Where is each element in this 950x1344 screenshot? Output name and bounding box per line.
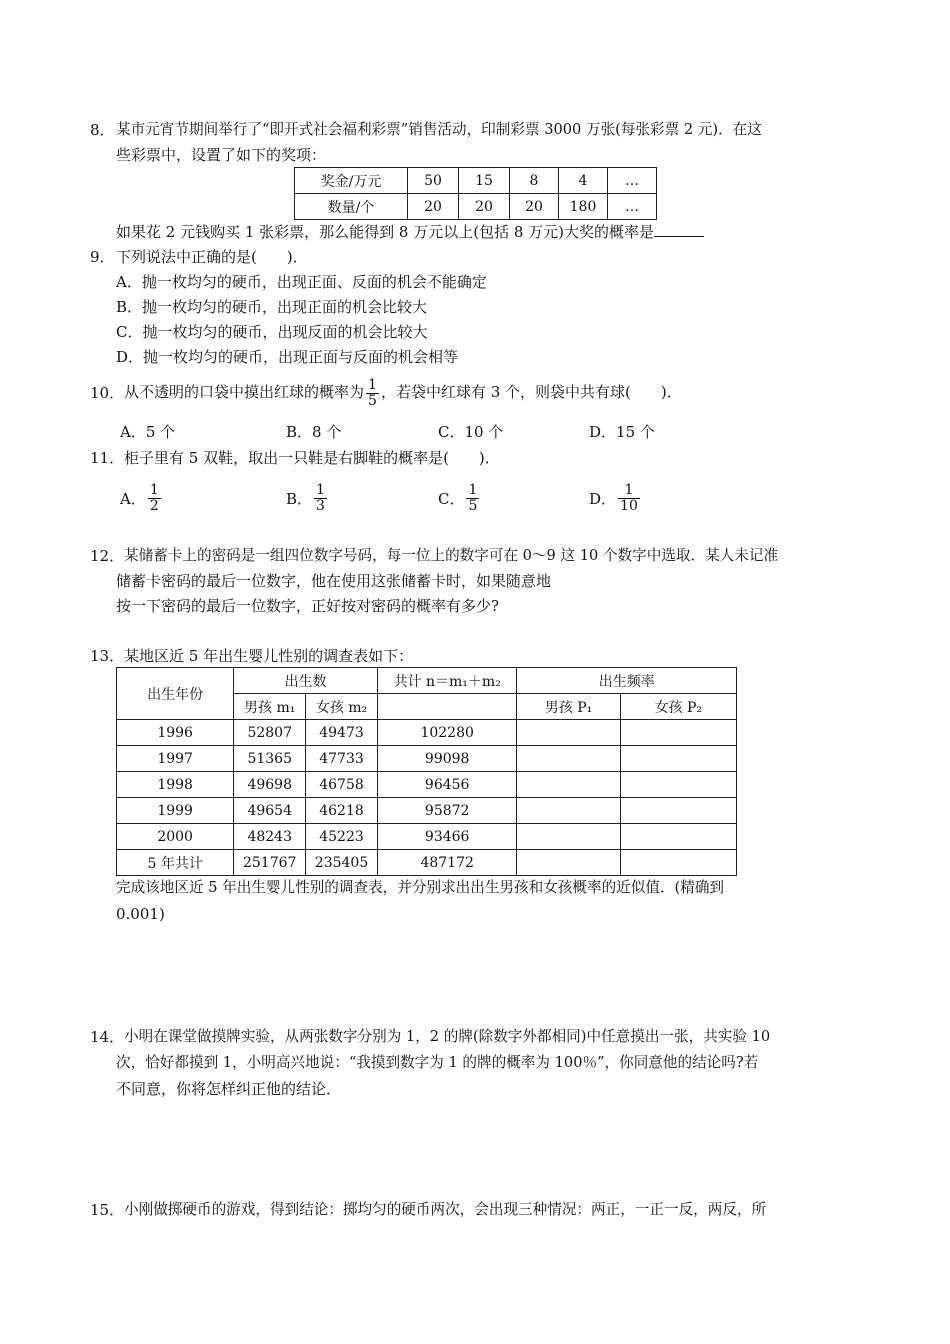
table-cell: 48243 (234, 824, 306, 850)
fraction-numerator: 1 (468, 482, 478, 498)
fraction-denominator: 5 (468, 498, 478, 514)
q13-number: 13． (90, 647, 125, 665)
table-row (117, 720, 737, 746)
q10-option-b: B．8 个 (286, 423, 342, 441)
q8-line3 (116, 222, 704, 242)
table-cell: 95872 (377, 798, 517, 824)
q9-option-c: C．抛一枚均匀的硬币，出现反面的机会比较大 (116, 323, 428, 341)
table-cell: 8 (510, 168, 559, 194)
table-cell: 2000 (117, 824, 234, 850)
answer-cell (517, 850, 620, 876)
table-cell: 5 年共计 (117, 850, 234, 876)
q13-after1: 完成该地区近 5 年出生婴儿性别的调查表，并分别求出出生男孩和女孩概率的近似值．(精确到 (116, 879, 725, 896)
table-cell: 99098 (377, 746, 517, 772)
answer-blank (654, 222, 704, 237)
header-girls: 女孩 m₂ (306, 694, 378, 720)
header-frequency: 出生频率 (517, 668, 737, 694)
table-cell: 15 (459, 168, 510, 194)
table-cell: 235405 (306, 850, 378, 876)
q9-number: 9． (90, 248, 115, 266)
header-births: 出生数 (234, 668, 378, 694)
header-total-empty (377, 694, 517, 720)
q12-line2: 储蓄卡密码的最后一位数字，他在使用这张储蓄卡时，如果随意地 (116, 572, 552, 590)
answer-cell (620, 850, 736, 876)
fraction-numerator: 1 (149, 482, 159, 498)
q8-row1-label: 奖金/万元 (295, 168, 408, 194)
q14-number: 14． (90, 1028, 125, 1046)
q8-line3-text: 如果花 2 元钱购买 1 张彩票，那么能得到 8 万元以上(包括 8 万元)大奖的概率是 (116, 223, 655, 241)
table-cell: 180 (559, 194, 608, 220)
q10-fraction (366, 378, 379, 409)
fraction-numerator: 1 (624, 482, 634, 498)
q8-row2-label: 数量/个 (295, 194, 408, 220)
q11-stem: 柜子里有 5 双鞋，取出一只鞋是右脚鞋的概率是( )． (124, 449, 500, 467)
q13-birth-table (116, 667, 737, 876)
q8-line1: 某市元宵节期间举行了“即开式社会福利彩票”销售活动，印制彩票 3000 万张(每张彩票 2 元)．在这 (116, 121, 762, 138)
option-fraction (148, 483, 161, 514)
table-row (117, 798, 737, 824)
fraction-numerator: 1 (368, 376, 377, 393)
answer-cell (517, 772, 620, 798)
q9-stem: 下列说法中正确的是( )． (116, 248, 308, 266)
fraction-denominator: 2 (149, 498, 159, 514)
q10-stem-b: ，若袋中红球有 3 个，则袋中共有球( )． (380, 383, 682, 401)
fraction-denominator: 10 (620, 498, 638, 514)
fraction-denominator: 3 (316, 498, 325, 514)
q10-option-c: C．10 个 (438, 423, 504, 441)
answer-cell (620, 746, 736, 772)
answer-cell (517, 798, 620, 824)
table-header-row (117, 668, 737, 694)
q10-number: 10． (90, 384, 125, 402)
table-cell: 50 (408, 168, 459, 194)
q8-number: 8． (90, 121, 115, 139)
table-cell: 52807 (234, 720, 306, 746)
table-cell: 96456 (377, 772, 517, 798)
option-label: C． (438, 489, 465, 508)
table-cell: 251767 (234, 850, 306, 876)
q12-number: 12． (90, 547, 125, 565)
fraction-numerator: 1 (316, 482, 325, 498)
option-fraction (314, 483, 327, 514)
q10-option-d: D．15 个 (589, 423, 655, 441)
q14-line1: 小明在课堂做摸牌实验，从两张数字分别为 1，2 的牌(除数字外都相同)中任意摸出一张，共实验 10 (124, 1028, 771, 1045)
answer-cell (517, 746, 620, 772)
fraction-denominator: 5 (368, 392, 377, 409)
q15-line1: 小刚做掷硬币的游戏，得到结论：掷均匀的硬币两次，会出现三种情况：两正，一正一反，两反，所 (124, 1201, 767, 1218)
table-cell: 49698 (234, 772, 306, 798)
answer-cell (620, 720, 736, 746)
q8-prize-table (294, 167, 657, 220)
table-cell: 1998 (117, 772, 234, 798)
q15-number: 15． (90, 1201, 125, 1219)
table-row (295, 168, 657, 194)
q9-option-d: D．抛一枚均匀的硬币，出现正面与反面的机会相等 (116, 348, 459, 366)
table-cell: 102280 (377, 720, 517, 746)
table-cell: … (608, 168, 657, 194)
q12-line1: 某储蓄卡上的密码是一组四位数字号码，每一位上的数字可在 0～9 这 10 个数字中选取．某人未记准 (124, 547, 779, 564)
q9-option-a: A．抛一枚均匀的硬币，出现正面、反面的机会不能确定 (116, 273, 487, 291)
q11-number: 11． (90, 449, 125, 467)
table-cell: 1996 (117, 720, 234, 746)
option-label: D． (589, 489, 617, 508)
table-cell: … (608, 194, 657, 220)
table-row (117, 824, 737, 850)
option-fraction (466, 483, 479, 514)
q14-line3: 不同意，你将怎样纠正他的结论． (116, 1080, 342, 1098)
answer-cell (620, 798, 736, 824)
q13-after2: 0.001) (116, 905, 165, 923)
answer-cell (620, 824, 736, 850)
table-cell: 20 (459, 194, 510, 220)
header-year: 出生年份 (117, 668, 234, 720)
q8-line2: 些彩票中，设置了如下的奖项： (116, 146, 327, 164)
table-cell: 49473 (306, 720, 378, 746)
answer-cell (517, 824, 620, 850)
header-total: 共计 n＝m₁＋m₂ (377, 668, 517, 694)
table-cell: 487172 (377, 850, 517, 876)
table-row (117, 746, 737, 772)
table-cell: 45223 (306, 824, 378, 850)
q14-line2: 次，恰好都摸到 1，小明高兴地说：“我摸到数字为 1 的牌的概率为 100％”，你同意他的结论吗?若 (116, 1054, 759, 1071)
q11-option-d (589, 483, 642, 514)
table-cell: 46218 (306, 798, 378, 824)
q11-option-b (286, 483, 329, 514)
table-cell: 20 (510, 194, 559, 220)
q13-stem: 某地区近 5 年出生婴儿性别的调查表如下： (124, 647, 414, 665)
q10-stem (124, 372, 682, 412)
table-cell: 1997 (117, 746, 234, 772)
option-label: B． (286, 489, 313, 508)
table-cell: 47733 (306, 746, 378, 772)
answer-cell (620, 772, 736, 798)
q10-option-a: A．5 个 (120, 423, 176, 441)
table-cell: 4 (559, 168, 608, 194)
header-boys-p: 男孩 P₁ (517, 694, 620, 720)
table-row (295, 194, 657, 220)
table-cell: 93466 (377, 824, 517, 850)
answer-cell (517, 720, 620, 746)
header-boys: 男孩 m₁ (234, 694, 306, 720)
option-label: A． (120, 489, 146, 508)
table-row (117, 850, 737, 876)
table-row (117, 772, 737, 798)
q11-option-c (438, 483, 481, 514)
header-girls-p: 女孩 P₂ (620, 694, 736, 720)
q10-stem-a: 从不透明的口袋中摸出红球的概率为 (124, 383, 365, 401)
q9-option-b: B．抛一枚均匀的硬币，出现正面的机会比较大 (116, 298, 428, 316)
table-cell: 49654 (234, 798, 306, 824)
table-cell: 1999 (117, 798, 234, 824)
q11-option-a (120, 483, 163, 514)
table-cell: 46758 (306, 772, 378, 798)
table-cell: 20 (408, 194, 459, 220)
table-cell: 51365 (234, 746, 306, 772)
q12-line3: 按一下密码的最后一位数字，正好按对密码的概率有多少? (116, 597, 500, 615)
option-fraction (618, 483, 640, 514)
